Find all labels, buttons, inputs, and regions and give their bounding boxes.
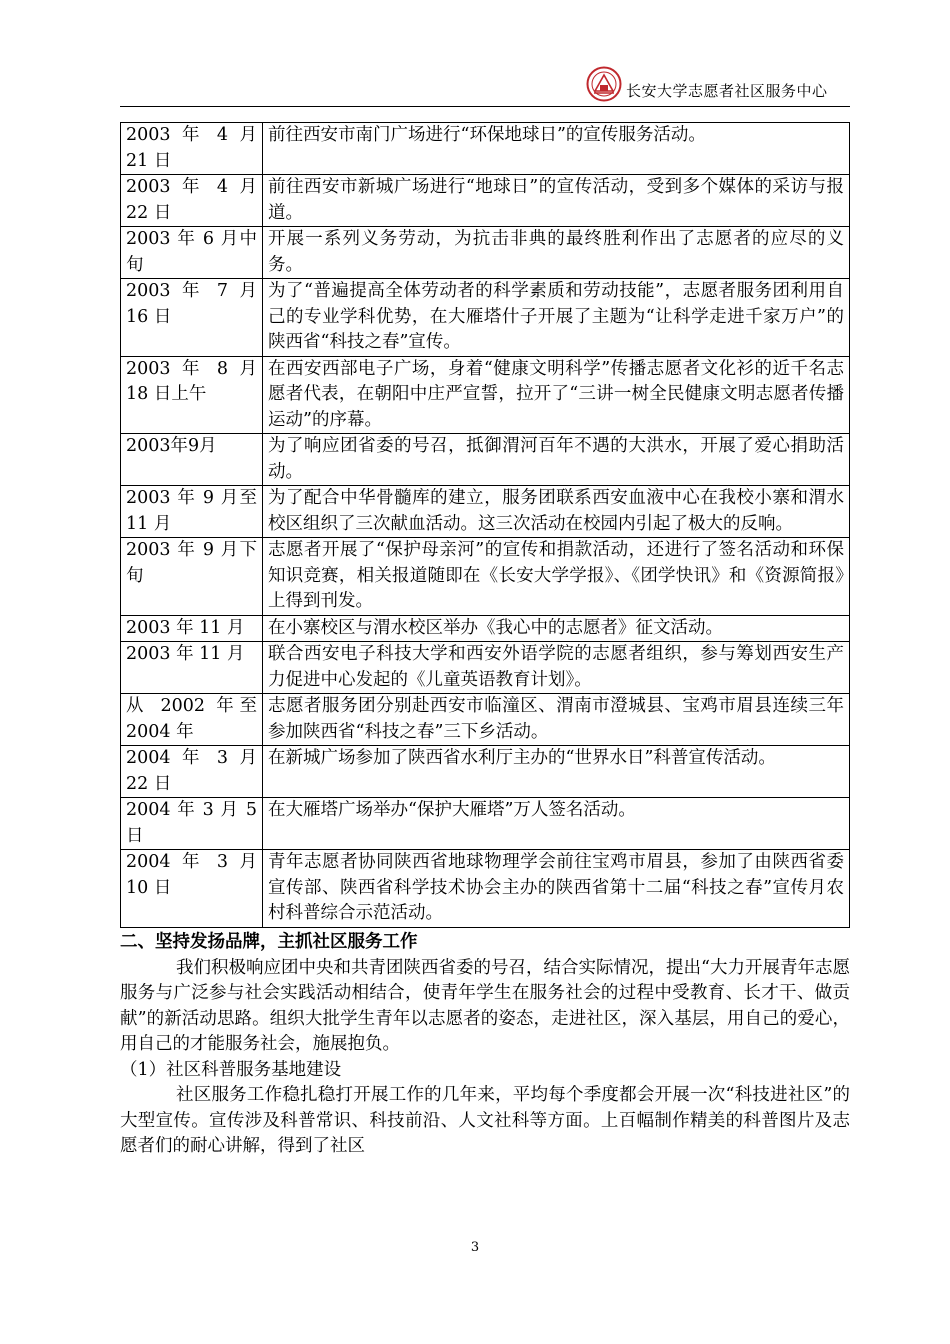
section-heading: 二、坚持发扬品牌，主抓社区服务工作 — [120, 932, 418, 952]
record-date: 2003 年 6 月中旬 — [121, 227, 263, 279]
record-date: 2003 年 11 月 — [121, 615, 263, 642]
record-description: 前往西安市新城广场进行“地球日”的宣传活动，受到多个媒体的采访与报道。 — [263, 175, 850, 227]
table-row — [121, 746, 850, 798]
paragraph: 社区服务工作稳扎稳打开展工作的几年来，平均每个季度都会开展一次“科技进社区”的大型宣传。宣传涉及科普常识、科技前沿、人文社科等方面。上百幅制作精美的科普图片及志愿者们的耐心讲解，得到了社区 — [120, 1085, 850, 1156]
table-row — [121, 798, 850, 850]
table-row — [121, 356, 850, 434]
table-row — [121, 850, 850, 928]
table-row — [121, 615, 850, 642]
table-row — [121, 175, 850, 227]
record-description: 为了配合中华骨髓库的建立，服务团联系西安血液中心在我校小寨和渭水校区组织了三次献血活动。这三次活动在校园内引起了极大的反响。 — [263, 486, 850, 538]
record-description: 为了“普遍提高全体劳动者的科学素质和劳动技能”，志愿者服务团利用自己的专业学科优势，在大雁塔什子开展了主题为“让科学走进千家万户”的陕西省“科技之春”宣传。 — [263, 279, 850, 357]
table-row — [121, 538, 850, 616]
record-date: 2003 年 8 月 18 日上午 — [121, 356, 263, 434]
record-date: 从 2002 年至 2004 年 — [121, 694, 263, 746]
record-date: 2003 年 9 月下旬 — [121, 538, 263, 616]
table-row — [121, 642, 850, 694]
table-row — [121, 694, 850, 746]
table-row — [121, 486, 850, 538]
record-date: 2003 年 9 月至 11 月 — [121, 486, 263, 538]
record-date: 2003 年 4 月 22 日 — [121, 175, 263, 227]
record-date: 2004 年 3 月 22 日 — [121, 746, 263, 798]
record-date: 2004 年 3 月 5 日 — [121, 798, 263, 850]
record-date: 2003 年 7 月 16 日 — [121, 279, 263, 357]
subsection-heading: （1）社区科普服务基地建设 — [120, 1059, 342, 1080]
university-seal-icon — [586, 66, 622, 102]
record-description: 开展一系列义务劳动，为抗击非典的最终胜利作出了志愿者的应尽的义务。 — [263, 227, 850, 279]
record-description: 在小寨校区与渭水校区举办《我心中的志愿者》征文活动。 — [263, 615, 850, 642]
record-date: 2003年9月 — [121, 434, 263, 486]
record-date: 2003 年 4 月 21 日 — [121, 123, 263, 175]
activity-records-table — [120, 122, 850, 928]
record-date: 2003 年 11 月 — [121, 642, 263, 694]
page-header — [120, 62, 850, 107]
page-number: 3 — [470, 1240, 480, 1255]
header-title: 长安大学志愿者社区服务中心 — [626, 82, 828, 100]
table-row — [121, 227, 850, 279]
record-date: 2004 年 3 月 10 日 — [121, 850, 263, 928]
record-description: 联合西安电子科技大学和西安外语学院的志愿者组织，参与筹划西安生产力促进中心发起的《儿童英语教育计划》。 — [263, 642, 850, 694]
record-description: 在新城广场参加了陕西省水利厅主办的“世界水日”科普宣传活动。 — [263, 746, 850, 798]
record-description: 为了响应团省委的号召，抵御渭河百年不遇的大洪水，开展了爱心捐助活动。 — [263, 434, 850, 486]
record-description: 青年志愿者协同陕西省地球物理学会前往宝鸡市眉县，参加了由陕西省委宣传部、陕西省科学技术协会主办的陕西省第十二届“科技之春”宣传月农村科普综合示范活动。 — [263, 850, 850, 928]
table-row — [121, 434, 850, 486]
table-row — [121, 123, 850, 175]
record-description: 志愿者服务团分别赴西安市临潼区、渭南市澄城县、宝鸡市眉县连续三年参加陕西省“科技之春”三下乡活动。 — [263, 694, 850, 746]
record-description: 在西安西部电子广场，身着“健康文明科学”传播志愿者文化衫的近千名志愿者代表，在朝阳中庄严宣誓，拉开了“三讲一树全民健康文明志愿者传播运动”的序幕。 — [263, 356, 850, 434]
record-description: 在大雁塔广场举办“保护大雁塔”万人签名活动。 — [263, 798, 850, 850]
record-description: 志愿者开展了“保护母亲河”的宣传和捐款活动，还进行了签名活动和环保知识竞赛，相关报道随即在《长安大学学报》、《团学快讯》和《资源简报》上得到刊发。 — [263, 538, 850, 616]
table-row — [121, 279, 850, 357]
section-community-service — [120, 930, 850, 1160]
paragraph: 我们积极响应团中央和共青团陕西省委的号召，结合实际情况，提出“大力开展青年志愿服务与广泛参与社会实践活动相结合，使青年学生在服务社会的过程中受教育、长才干、做贡献”的新活动思路。组织大批学生青年以志愿者的姿态，走进社区，深入基层，用自己的爱心，用自己的才能服务社会，施展抱负。 — [120, 957, 850, 1054]
record-description: 前往西安市南门广场进行“环保地球日”的宣传服务活动。 — [263, 123, 850, 175]
